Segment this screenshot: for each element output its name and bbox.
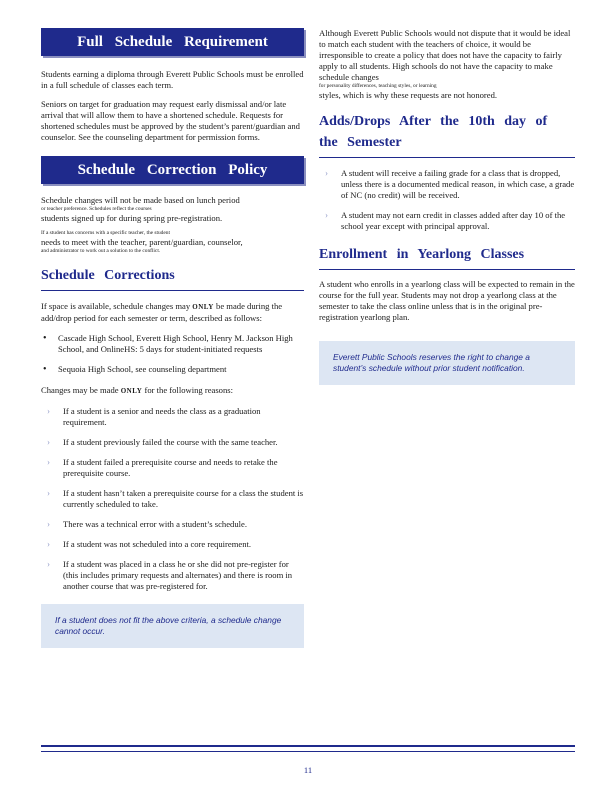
- list-item: › If a student is a senior and needs the class as a graduation requirement.: [47, 406, 261, 427]
- adds-drops-list: [319, 168, 575, 232]
- only-emphasis: ONLY: [120, 387, 143, 395]
- list-item: › A student may not earn credit in classes added after day 10 of the school year except with principal approval.: [325, 210, 566, 231]
- corrections-note: If a student does not fit the above criteria, a schedule change cannot occur.: [41, 604, 304, 648]
- list-item: › If a student was not scheduled into a core requirement.: [47, 539, 252, 549]
- right-column: [319, 28, 575, 385]
- reasons-intro: Changes may be made ONLY for the following reasons:: [41, 385, 234, 395]
- footer-rule-thin: [41, 751, 575, 752]
- adds-drops-heading: Adds/Drops After the 10th day of the Semester: [319, 111, 575, 158]
- schedule-corrections-heading: Schedule Corrections: [41, 265, 304, 291]
- correction-policy-heading: Schedule Correction Policy: [41, 156, 304, 184]
- chevron-right-icon: ›: [47, 457, 50, 467]
- right-intro: [319, 28, 575, 101]
- reasons-list: [41, 406, 304, 592]
- yearlong-note: Everett Public Schools reserves the right to change a student’s schedule without prior student notification.: [319, 341, 575, 385]
- page-number: 11: [303, 765, 313, 775]
- policy-tiny-1: or teacher preference. Schedules reflect the courses: [41, 206, 152, 212]
- intro-tiny: for personality differences, teaching styles, or learning: [319, 83, 437, 89]
- add-drop-period-list: [41, 333, 304, 375]
- corrections-intro: If space is available, schedule changes may ONLY be made during the add/drop period for each semester or term, described as follows:: [41, 301, 283, 323]
- full-schedule-heading: Full Schedule Requirement: [41, 28, 304, 56]
- chevron-right-icon: ›: [47, 519, 50, 529]
- chevron-right-icon: ›: [325, 210, 328, 220]
- chevron-right-icon: ›: [47, 406, 50, 416]
- list-item: › If a student hasn’t taken a prerequisite course for a class the student is currently scheduled to take.: [47, 488, 304, 509]
- intro-line-2: styles, which is why these requests are not honored.: [319, 90, 498, 100]
- chevron-right-icon: ›: [47, 488, 50, 498]
- list-item: • Cascade High School, Everett High School, Henry M. Jackson High School, and OnlineHS: 5 days for student-initiated requests: [41, 333, 304, 355]
- policy-line-2: students signed up for during spring pre-registration.: [41, 213, 223, 223]
- correction-policy-text: [41, 195, 304, 255]
- intro-paragraph: Although Everett Public Schools would not dispute that it would be ideal to match each student with the teachers of choice, it would be irresponsible to create a policy that does not have the capacity to fairly apply to all students. High schools do not have the capacity to make schedule changes: [319, 28, 571, 82]
- list-item: › A student will receive a failing grade for a class that is dropped, unless there is a documented medical reason, in which case, a grade of NC (no credit) will be received.: [325, 168, 575, 200]
- chevron-right-icon: ›: [47, 559, 50, 569]
- chevron-right-icon: ›: [47, 539, 50, 549]
- list-item: › If a student previously failed the course with the same teacher.: [47, 437, 278, 447]
- list-item: › There was a technical error with a student’s schedule.: [47, 519, 247, 529]
- yearlong-paragraph: A student who enrolls in a yearlong class will be expected to remain in the course for the full year. Students may not drop a yearlong class at the semester to take the class online unless that is in the original pre-registration yearlong plan.: [319, 279, 575, 322]
- list-item: › If a student failed a prerequisite course and needs to retake the prerequisite course.: [47, 457, 278, 478]
- full-schedule-paragraph-1: Students earning a diploma through Everett Public Schools must be enrolled in a full schedule of classes each term.: [41, 69, 304, 90]
- only-emphasis: ONLY: [192, 303, 214, 311]
- left-column: [41, 28, 304, 648]
- yearlong-heading: Enrollment in Yearlong Classes: [319, 244, 575, 270]
- policy-tiny-3: and administrator to work out a solution to the conflict.: [41, 248, 161, 254]
- list-item: • Sequoia High School, see counseling department: [41, 364, 304, 375]
- footer-rule-thick: [41, 745, 575, 747]
- full-schedule-paragraph-2: Seniors on target for graduation may request early dismissal and/or late arrival that will allow them to have a shortened schedule. Requests for shortened schedules must be approved by the student’s parent/guardian and counselor. See the counseling department for permission forms.: [41, 99, 300, 142]
- policy-line-1: Schedule changes will not be made based on lunch period: [41, 195, 240, 205]
- policy-line-3: needs to meet with the teacher, parent/guardian, counselor,: [41, 237, 243, 247]
- list-item: › If a student was placed in a class he or she did not pre-register for (this includes primary requests and alternates) and there is room in another course that was pre-registered for.: [47, 559, 293, 591]
- chevron-right-icon: ›: [325, 168, 328, 178]
- chevron-right-icon: ›: [47, 437, 50, 447]
- policy-tiny-2: If a student has concerns with a specific teacher, the student: [41, 230, 170, 236]
